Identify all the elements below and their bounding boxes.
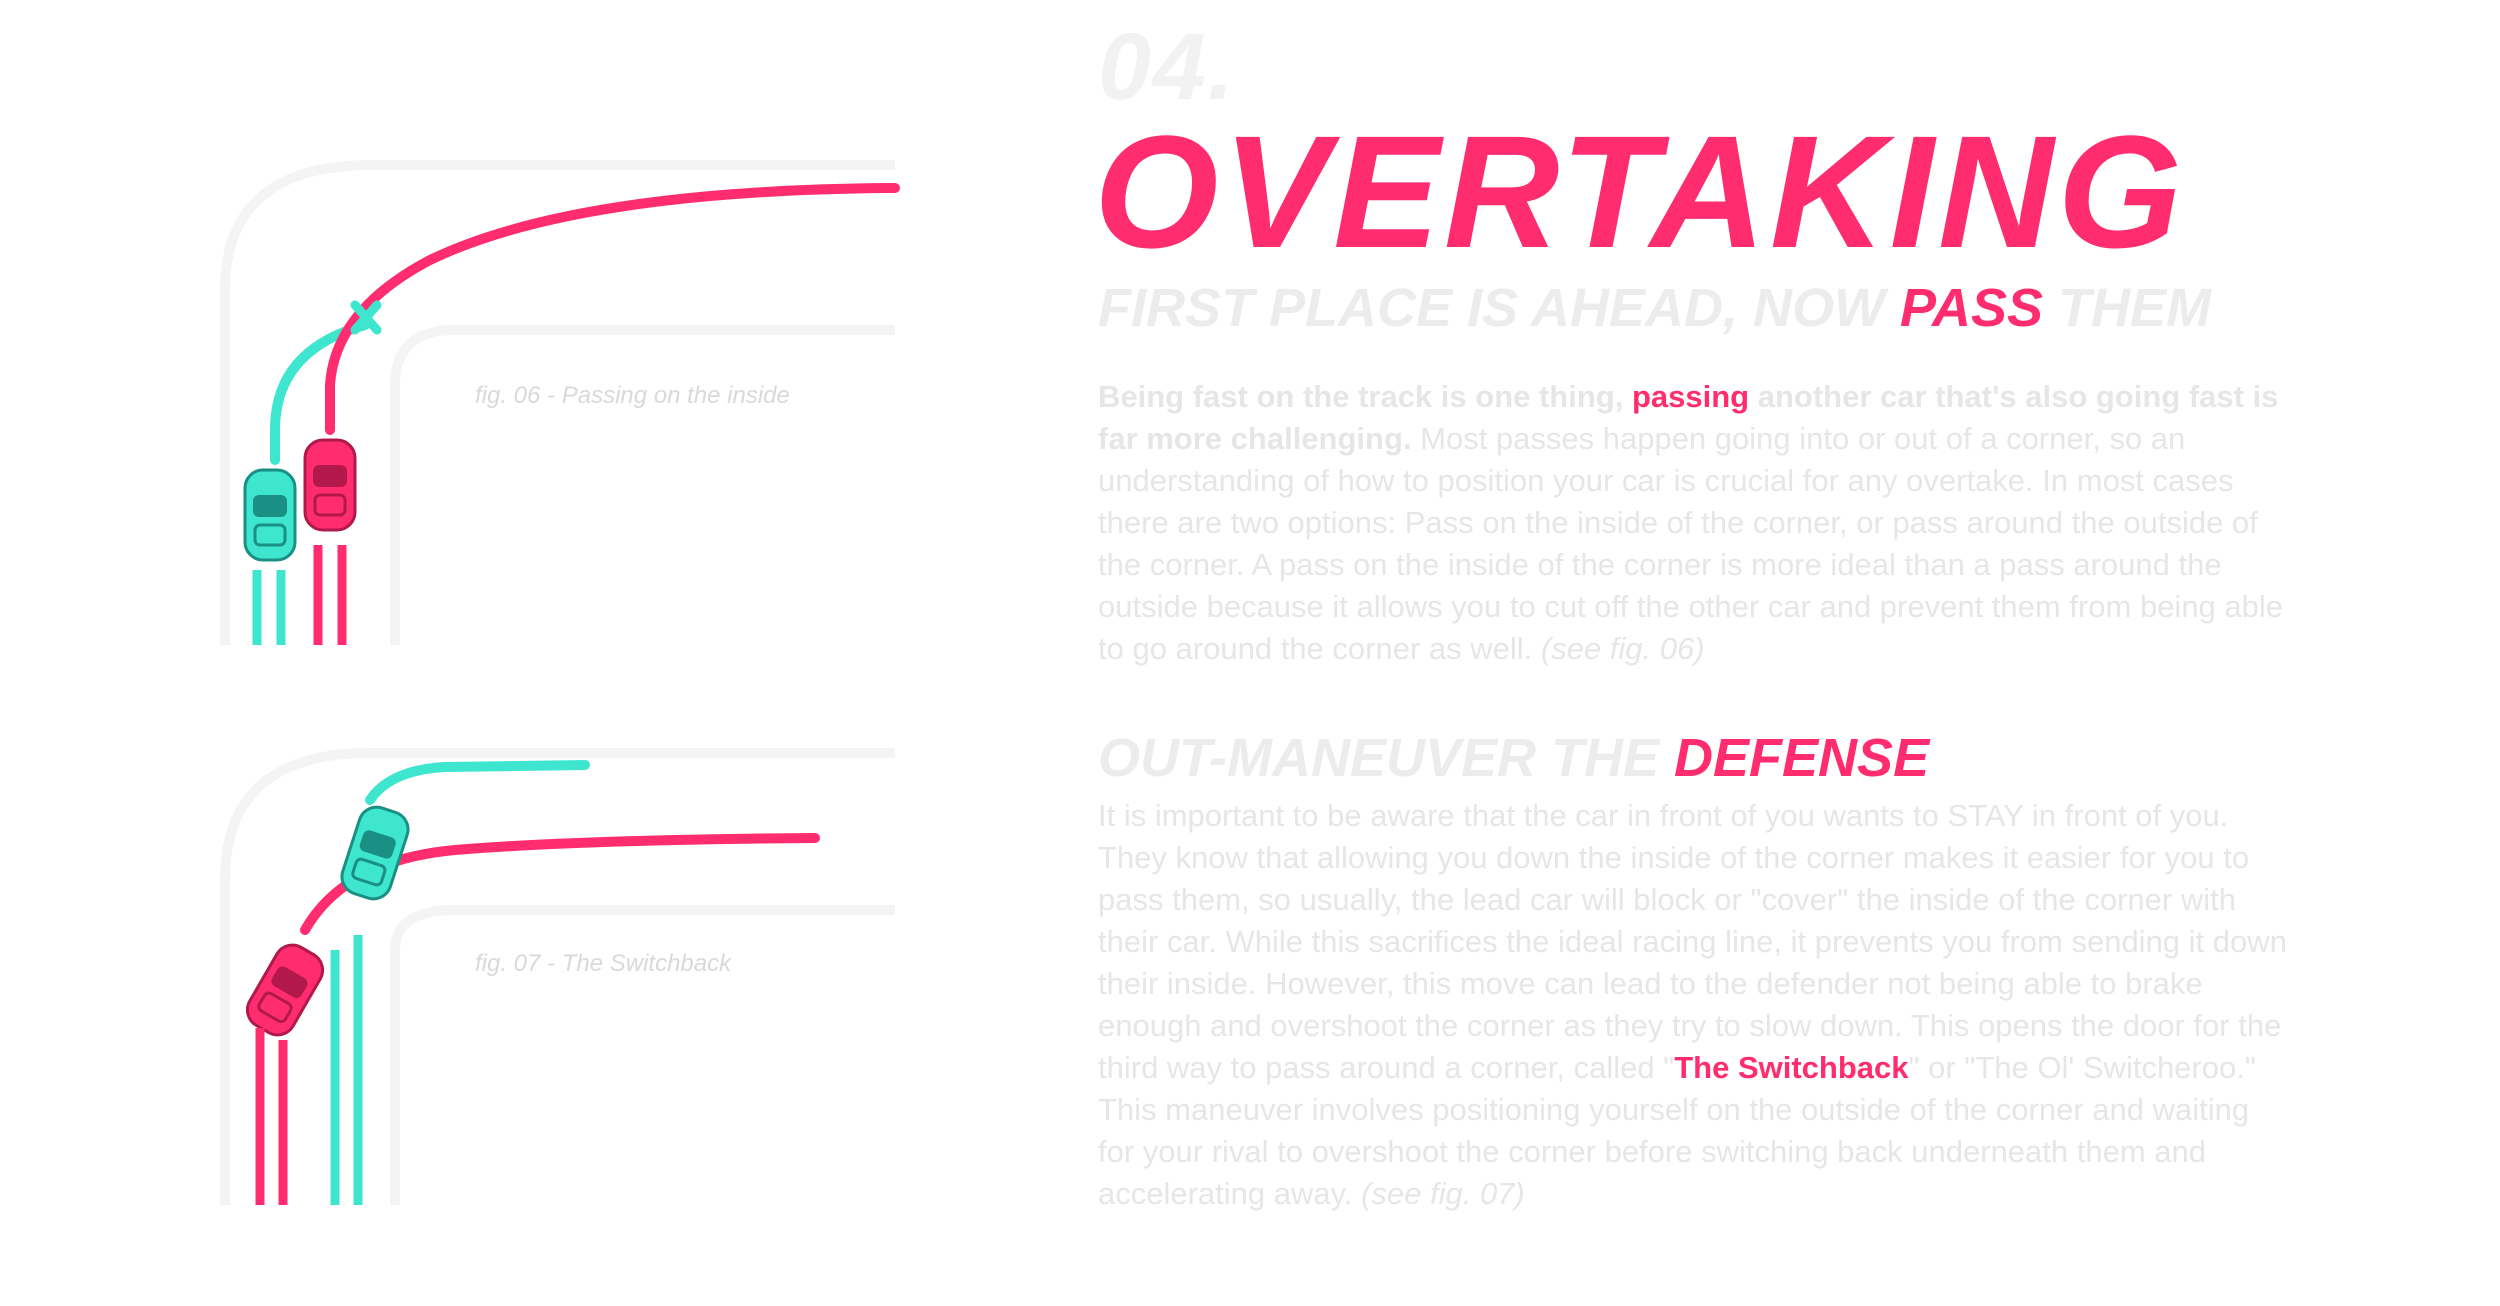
figure-reference: (see fig. 07) [1361, 1176, 1525, 1211]
subtitle-text: FIRST PLACE IS AHEAD, NOW [1098, 278, 1901, 338]
figure-reference: (see fig. 06) [1540, 631, 1705, 666]
subtitle [1098, 278, 2211, 338]
page-title: OVERTAKING [1094, 102, 2186, 281]
figure-switchback [215, 750, 895, 1205]
highlight-passing: passing [1631, 379, 1750, 414]
subtitle-accent: PASS [1900, 278, 2044, 338]
paragraph-passing [1098, 376, 2288, 670]
pink-car-icon [241, 939, 329, 1042]
highlight-switchback: The Switchback [1674, 1050, 1909, 1085]
teal-car-icon [245, 470, 295, 560]
pink-car-icon [305, 440, 355, 530]
figure-passing-inside [215, 160, 895, 645]
body-text-end: " or "The Ol' Switcheroo." This maneuver involves positioning yourself on the outside of the corner and waiting for your rival to overshoot the corner before switching back underneath them and accelerating away. [1098, 1050, 2256, 1211]
lead-text: Being fast on the track is one thing, [1098, 379, 1632, 414]
section-heading [1098, 728, 1929, 788]
subtitle-text-end: THEM [2043, 278, 2212, 338]
section-number: 04. [1098, 14, 1237, 120]
lead-text-end: another car that's also going fast is far more challenging. [1098, 379, 2279, 456]
body-text: Most passes happen going into or out of a corner, so an understanding of how to position your car is crucial for any overtake. In most cases there are two options: Pass on the inside of the corner, or pass around the outside of the corner. A pass on the inside of the corner is more ideal than a pass around the outside because it allows you to cut off the other car and prevent them from being able to go around the corner as well. [1098, 421, 2284, 666]
heading-text: OUT-MANEUVER THE [1098, 728, 1675, 788]
figure-caption: fig. 06 - Passing on the inside [475, 382, 790, 409]
teal-racing-line [370, 765, 585, 800]
body-text: It is important to be aware that the car in front of you wants to STAY in front of you. They know that allowing you down the inside of the corner makes it easier for you to pass them, so usually, the lead car will block or "cover" the inside of the corner with their car. While this sacrifices the ideal racing line, it prevents you from sending it down their inside. However, this move can lead to the defender not being able to brake enough and overshoot the corner as they try to slow down. This opens the door for the third way to pass around a corner, called " [1098, 798, 2287, 1085]
teal-car-icon [337, 802, 412, 903]
figure-caption: fig. 07 - The Switchback [475, 950, 732, 977]
heading-accent: DEFENSE [1674, 728, 1930, 788]
paragraph-defense [1098, 795, 2288, 1215]
